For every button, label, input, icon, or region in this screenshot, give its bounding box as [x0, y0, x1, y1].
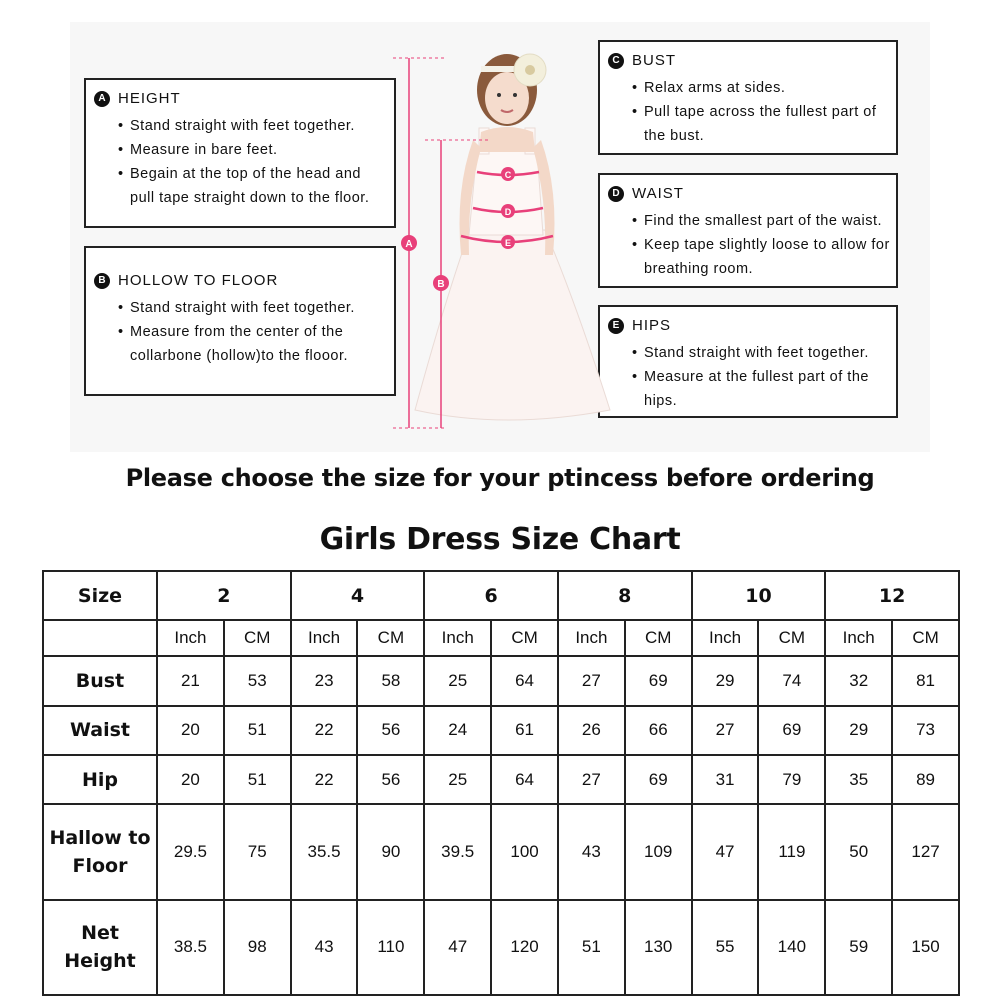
- height-bullet: • Stand straight with feet together.: [118, 114, 390, 138]
- badge-e: E: [608, 318, 624, 334]
- table-row: [43, 656, 959, 705]
- size-cell: 10: [692, 571, 826, 620]
- unit-cell: Inch: [291, 620, 358, 656]
- waist-bullet: • Find the smallest part of the waist.: [632, 209, 892, 233]
- value-cell: 51: [224, 706, 291, 755]
- unit-cell: CM: [357, 620, 424, 656]
- waist-title: WAIST: [632, 185, 684, 202]
- value-cell: 119: [758, 804, 825, 899]
- value-cell: 120: [491, 900, 558, 995]
- value-cell: 56: [357, 706, 424, 755]
- table-row: [43, 755, 959, 804]
- unit-cell: CM: [491, 620, 558, 656]
- value-cell: 61: [491, 706, 558, 755]
- value-cell: 55: [692, 900, 759, 995]
- value-cell: 66: [625, 706, 692, 755]
- empty-cell: [43, 620, 157, 656]
- order-notice-heading: Please choose the size for your ptincess before ordering: [125, 464, 875, 492]
- hollow-bullet: • Measure from the center of the collarbone (hollow)to the flooor.: [118, 320, 390, 368]
- size-cell: 6: [424, 571, 558, 620]
- waist-instructions-box: [598, 173, 898, 288]
- value-cell: 20: [157, 755, 224, 804]
- height-bullet: • Measure in bare feet.: [118, 138, 390, 162]
- unit-cell: Inch: [424, 620, 491, 656]
- value-cell: 50: [825, 804, 892, 899]
- value-cell: 29.5: [157, 804, 224, 899]
- unit-cell: CM: [892, 620, 959, 656]
- value-cell: 110: [357, 900, 424, 995]
- unit-cell: Inch: [558, 620, 625, 656]
- size-label-cell: Size: [43, 571, 157, 620]
- value-cell: 24: [424, 706, 491, 755]
- value-cell: 21: [157, 656, 224, 705]
- badge-d: D: [608, 186, 624, 202]
- height-title: HEIGHT: [118, 90, 181, 107]
- value-cell: 35: [825, 755, 892, 804]
- size-chart-title: Girls Dress Size Chart: [319, 522, 681, 557]
- value-cell: 27: [558, 755, 625, 804]
- value-cell: 20: [157, 706, 224, 755]
- row-label: Hallow to Floor: [43, 804, 157, 899]
- bust-bullet: • Pull tape across the fullest part of the bust.: [632, 100, 892, 148]
- size-cell: 4: [291, 571, 425, 620]
- hips-bullet: • Stand straight with feet together.: [632, 341, 892, 365]
- unit-cell: Inch: [825, 620, 892, 656]
- value-cell: 59: [825, 900, 892, 995]
- girl-dress-figure: [385, 40, 625, 435]
- waist-bullet: • Keep tape slightly loose to allow for breathing room.: [632, 233, 892, 281]
- value-cell: 69: [758, 706, 825, 755]
- table-row: [43, 900, 959, 995]
- size-header-row: [43, 571, 959, 620]
- size-cell: 2: [157, 571, 291, 620]
- value-cell: 47: [692, 804, 759, 899]
- value-cell: 25: [424, 656, 491, 705]
- table-row: [43, 804, 959, 899]
- value-cell: 29: [825, 706, 892, 755]
- value-cell: 100: [491, 804, 558, 899]
- value-cell: 64: [491, 755, 558, 804]
- value-cell: 75: [224, 804, 291, 899]
- hips-instructions-box: [598, 305, 898, 418]
- value-cell: 79: [758, 755, 825, 804]
- badge-a: A: [94, 91, 110, 107]
- unit-cell: CM: [625, 620, 692, 656]
- table-row: [43, 706, 959, 755]
- value-cell: 39.5: [424, 804, 491, 899]
- unit-cell: CM: [224, 620, 291, 656]
- value-cell: 69: [625, 755, 692, 804]
- hollow-title: HOLLOW TO FLOOR: [118, 272, 279, 289]
- value-cell: 43: [558, 804, 625, 899]
- height-bullet: • Begain at the top of the head and pull tape straight down to the floor.: [118, 162, 390, 210]
- bust-bullet: • Relax arms at sides.: [632, 76, 892, 100]
- hollow-to-floor-instructions-box: [84, 246, 396, 396]
- row-label: Hip: [43, 755, 157, 804]
- value-cell: 47: [424, 900, 491, 995]
- unit-cell: Inch: [692, 620, 759, 656]
- value-cell: 51: [558, 900, 625, 995]
- value-cell: 127: [892, 804, 959, 899]
- value-cell: 51: [224, 755, 291, 804]
- value-cell: 150: [892, 900, 959, 995]
- row-label: Bust: [43, 656, 157, 705]
- value-cell: 29: [692, 656, 759, 705]
- value-cell: 130: [625, 900, 692, 995]
- value-cell: 27: [558, 656, 625, 705]
- value-cell: 98: [224, 900, 291, 995]
- value-cell: 90: [357, 804, 424, 899]
- unit-cell: Inch: [157, 620, 224, 656]
- unit-cell: CM: [758, 620, 825, 656]
- hips-bullet: • Measure at the fullest part of the hips.: [632, 365, 892, 413]
- value-cell: 27: [692, 706, 759, 755]
- marker-b-label: B: [437, 279, 445, 290]
- marker-e-label: E: [504, 238, 512, 248]
- value-cell: 26: [558, 706, 625, 755]
- value-cell: 58: [357, 656, 424, 705]
- value-cell: 38.5: [157, 900, 224, 995]
- marker-d-label: D: [504, 207, 512, 217]
- value-cell: 109: [625, 804, 692, 899]
- bust-title: BUST: [632, 52, 677, 69]
- badge-c: C: [608, 53, 624, 69]
- value-cell: 22: [291, 755, 358, 804]
- size-chart-table: [42, 570, 960, 996]
- value-cell: 23: [291, 656, 358, 705]
- value-cell: 89: [892, 755, 959, 804]
- value-cell: 32: [825, 656, 892, 705]
- value-cell: 69: [625, 656, 692, 705]
- value-cell: 140: [758, 900, 825, 995]
- badge-b: B: [94, 273, 110, 289]
- value-cell: 31: [692, 755, 759, 804]
- value-cell: 25: [424, 755, 491, 804]
- size-cell: 12: [825, 571, 959, 620]
- height-instructions-box: [84, 78, 396, 228]
- value-cell: 43: [291, 900, 358, 995]
- value-cell: 74: [758, 656, 825, 705]
- value-cell: 22: [291, 706, 358, 755]
- row-label: Net Height: [43, 900, 157, 995]
- value-cell: 81: [892, 656, 959, 705]
- unit-header-row: [43, 620, 959, 656]
- hips-title: HIPS: [632, 317, 672, 334]
- hollow-bullet: • Stand straight with feet together.: [118, 296, 390, 320]
- dress-bodice: [469, 150, 543, 235]
- value-cell: 64: [491, 656, 558, 705]
- row-label: Waist: [43, 706, 157, 755]
- value-cell: 35.5: [291, 804, 358, 899]
- dress-skirt: [415, 230, 610, 420]
- marker-a-label: A: [405, 239, 413, 250]
- marker-c-label: C: [504, 170, 512, 180]
- value-cell: 53: [224, 656, 291, 705]
- bust-instructions-box: [598, 40, 898, 155]
- size-cell: 8: [558, 571, 692, 620]
- value-cell: 73: [892, 706, 959, 755]
- value-cell: 56: [357, 755, 424, 804]
